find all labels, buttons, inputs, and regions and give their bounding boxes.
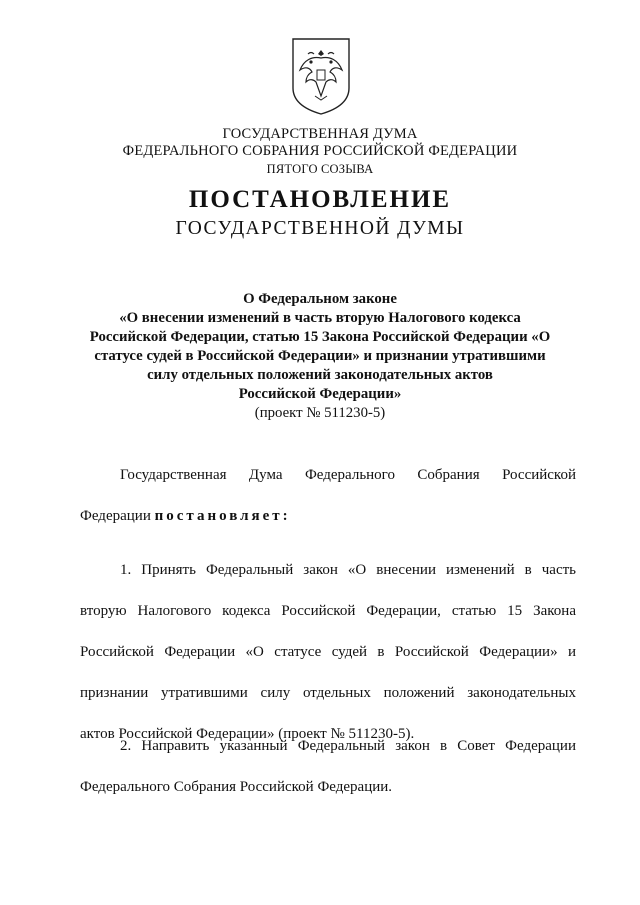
org-name-line1: ГОСУДАРСТВЕННАЯ ДУМА: [222, 126, 418, 142]
intro-text: Федерации: [80, 508, 151, 524]
intro-paragraph: [80, 467, 576, 527]
item-line: вторую Налогового кодекса Российской Федерации, статью 15 Закона: [80, 603, 576, 619]
topic-line: силу отдельных положений законодательных актов: [147, 367, 493, 383]
topic-block: [60, 290, 580, 423]
convocation: ПЯТОГО СОЗЫВА: [266, 162, 374, 176]
org-name-line2: ФЕДЕРАЛЬНОГО СОБРАНИЯ РОССИЙСКОЙ ФЕДЕРАЦИИ: [122, 143, 518, 159]
intro-line: Государственная Дума Федерального Собрания Российской: [120, 467, 576, 483]
document-subtitle: ГОСУДАРСТВЕННОЙ ДУМЫ: [175, 218, 465, 239]
project-number: (проект № 511230-5): [254, 405, 386, 421]
item-2-paragraph: [80, 738, 576, 798]
item-line: Российской Федерации «О статусе судей в Российской Федерации» и: [80, 644, 576, 660]
topic-line: О Федеральном законе: [243, 291, 397, 307]
coat-of-arms-icon: [290, 36, 352, 116]
topic-line: «О внесении изменений в часть вторую Налогового кодекса: [119, 310, 521, 326]
item-1-paragraph: [80, 562, 576, 745]
topic-line: статусе судей в Российской Федерации» и признании утратившими: [94, 348, 546, 364]
item-line: актов Российской Федерации» (проект № 511230-5).: [80, 726, 415, 742]
item-line: 2. Направить указанный Федеральный закон в Совет Федерации: [120, 738, 576, 754]
topic-line: Российской Федерации»: [238, 386, 402, 402]
item-line: признании утратившими силу отдельных положений законодательных: [80, 685, 576, 701]
intro-line: [80, 508, 576, 527]
document-title: ПОСТАНОВЛЕНИЕ: [188, 186, 452, 213]
topic-line: Российской Федерации, статью 15 Закона Российской Федерации «О: [89, 329, 551, 345]
item-line: Федерального Собрания Российской Федерации.: [80, 779, 393, 795]
resolves-keyword: постановляет:: [154, 508, 291, 524]
item-line: 1. Принять Федеральный закон «О внесении изменений в часть: [120, 562, 576, 578]
